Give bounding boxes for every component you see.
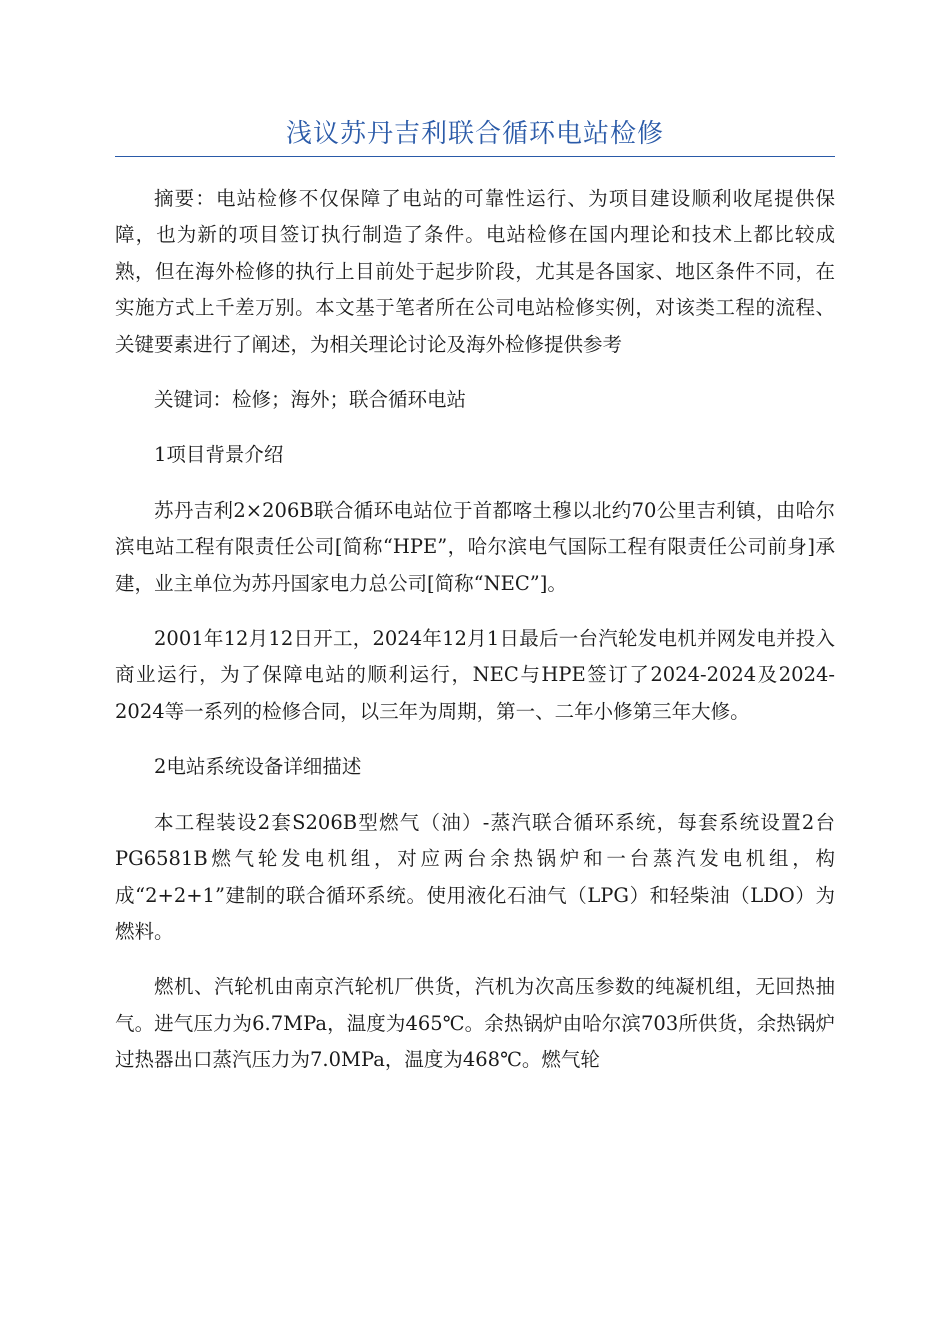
keywords-paragraph: 关键词：检修；海外；联合循环电站 (154, 388, 467, 412)
abstract-paragraph: 摘要：电站检修不仅保障了电站的可靠性运行、为项目建设顺利收尾提供保障，也为新的项目签订执行制造了条件。电站检修在国内理论和技术上都比较成熟，但在海外检修的执行上目前处于起步阶段，尤其是各国家、地区条件不同，在实施方式上千差万别。本文基于笔者所在公司电站检修实例，对该类工程的流程、关键要素进行了阐述，为相关理论讨论及海外检修提供参考 (115, 187, 835, 356)
section-1-heading: 1项目背景介绍 (154, 443, 284, 467)
section-1-paragraph-1: 苏丹吉利2×206B联合循环电站位于首都喀土穆以北约70公里吉利镇，由哈尔滨电站工程有限责任公司[简称“HPE”，哈尔滨电气国际工程有限责任公司前身]承建，业主单位为苏丹国家电力总公司[简称“NEC”]。 (115, 498, 835, 595)
document-title: 浅议苏丹吉利联合循环电站检修 (285, 119, 664, 149)
section-2-heading: 2电站系统设备详细描述 (154, 755, 362, 779)
section-2-paragraph-1: 本工程装设2套S206B型燃气（油）-蒸汽联合循环系统，每套系统设置2台PG6581B燃气轮发电机组，对应两台余热锅炉和一台蒸汽发电机组，构成“2+2+1”建制的联合循环系统。使用液化石油气（LPG）和轻柴油（LDO）为燃料。 (115, 810, 835, 943)
document-page (115, 112, 835, 1098)
title-underline (115, 156, 835, 157)
section-1-paragraph-2: 2001年12月12日开工，2024年12月1日最后一台汽轮发电机并网发电并投入商业运行，为了保障电站的顺利运行，NEC与HPE签订了2024-2024及2024-2024等一系列的检修合同，以三年为周期，第一、二年小修第三年大修。 (115, 627, 835, 723)
section-2-paragraph-2: 燃机、汽轮机由南京汽轮机厂供货，汽机为次高压参数的纯凝机组，无回热抽气。进气压力为6.7MPa，温度为465℃。余热锅炉由哈尔滨703所供货，余热锅炉过热器出口蒸汽压力为7.0MPa，温度为468℃。燃气轮 (115, 975, 835, 1072)
